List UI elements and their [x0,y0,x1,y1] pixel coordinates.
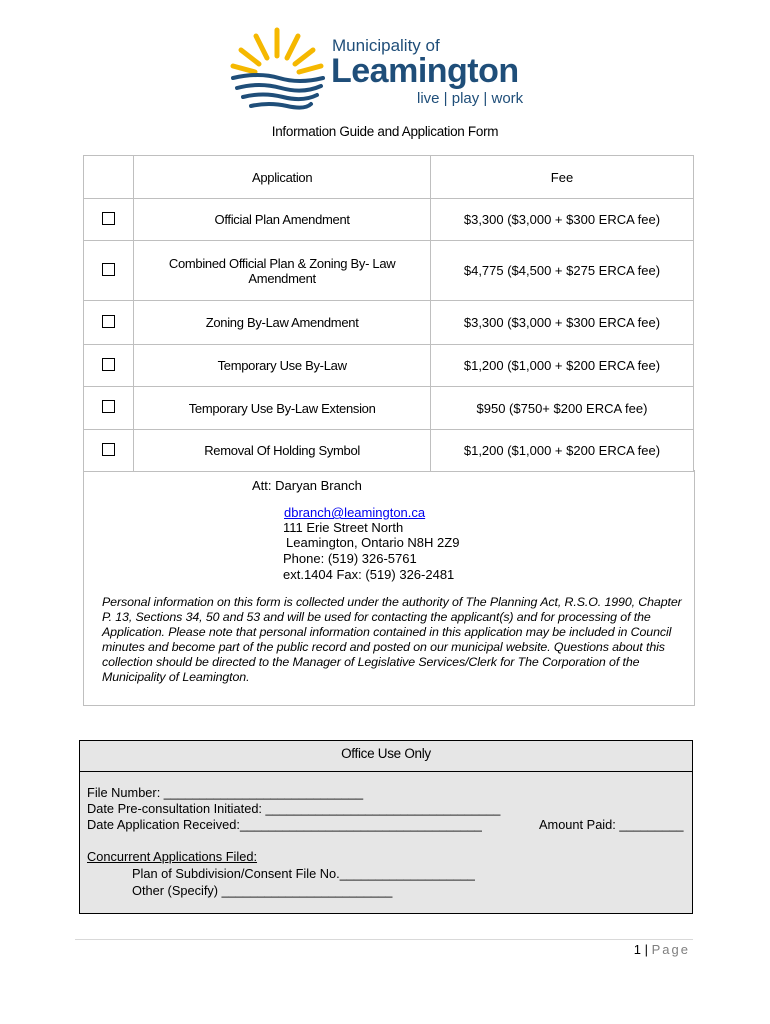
logo-tagline: live | play | work [417,90,524,107]
municipality-logo [229,26,549,111]
application-fee: $950 ($750+ $200 ERCA fee) [430,387,693,430]
checkbox-removal-holding-symbol[interactable] [84,430,134,472]
application-name: Combined Official Plan & Zoning By- Law Amendment [134,241,431,301]
application-name: Temporary Use By-Law [134,345,431,387]
application-fee: $1,200 ($1,000 + $200 ERCA fee) [430,345,693,387]
address-line-2: Leamington, Ontario N8H 2Z9 [286,535,460,550]
document-title: Information Guide and Application Form [271,124,499,139]
table-row [84,241,694,301]
table-header-row [84,156,694,199]
ext-fax-line: ext.1404 Fax: (519) 326-2481 [283,567,455,582]
contact-email-link[interactable]: dbranch@leamington.ca [284,505,426,520]
logo-name-text: Leamington [331,52,519,90]
office-use-title: Office Use Only [80,741,692,772]
footer-divider [75,939,693,940]
date-received-field: Date Application Received:__________________________________ [87,817,482,832]
application-fee: $1,200 ($1,000 + $200 ERCA fee) [430,430,693,472]
application-name: Removal Of Holding Symbol [134,430,431,472]
table-row [84,301,694,345]
page-number-value: 1 [633,942,642,957]
application-fee: $3,300 ($3,000 + $300 ERCA fee) [430,301,693,345]
application-fee-table [83,155,694,472]
application-fee: $4,775 ($4,500 + $275 ERCA fee) [430,241,693,301]
table-row [84,345,694,387]
pre-consultation-field: Date Pre-consultation Initiated: _________________________________ [87,801,501,816]
page-number [634,942,690,957]
application-name: Official Plan Amendment [134,199,431,241]
sun-water-logo-icon [229,26,329,111]
page-separator: | [641,942,652,957]
privacy-notice: Personal information on this form is collected under the authority of The Planning Act, R.S.O. 1990, Chapter P. 13, Sections 34, 50 and 53 and will be used for contacting the applicant(s) and for processing of the Application. Please note that personal information contained in this application may be included in Council minutes and become part of the public record and posted on our municipal website. Questions about this collection should be directed to the Manager of Legislative Services/Clerk for The Corporation of the Municipality of Leamington. [102,595,682,684]
application-fee: $3,300 ($3,000 + $300 ERCA fee) [430,199,693,241]
header-blank-cell [84,156,134,199]
plan-subdivision-field: Plan of Subdivision/Consent File No.___________________ [132,866,475,881]
checkbox-temporary-use-bylaw[interactable] [84,345,134,387]
application-name: Temporary Use By-Law Extension [134,387,431,430]
file-number-field: File Number: ____________________________ [87,785,364,800]
checkbox-combined-amendment[interactable] [84,241,134,301]
checkbox-zoning-bylaw-amendment[interactable] [84,301,134,345]
concurrent-applications-label: Concurrent Applications Filed: [87,849,258,864]
page-word: Page [651,942,690,957]
checkbox-official-plan-amendment[interactable] [84,199,134,241]
attention-line: Att: Daryan Branch [252,478,362,493]
office-use-section [79,740,693,914]
contact-section [83,470,695,706]
logo-municipality-text: Municipality of [332,36,440,55]
other-specify-field: Other (Specify) ________________________ [132,883,393,898]
header-application: Application [134,156,431,199]
header-fee: Fee [430,156,693,199]
address-line-1: 111 Erie Street North [283,520,404,535]
application-name: Zoning By-Law Amendment [134,301,431,345]
amount-paid-field: Amount Paid: _________ [539,817,684,832]
phone-line: Phone: (519) 326-5761 [283,551,417,566]
table-row [84,387,694,430]
table-row [84,430,694,472]
table-row [84,199,694,241]
checkbox-temporary-use-extension[interactable] [84,387,134,430]
